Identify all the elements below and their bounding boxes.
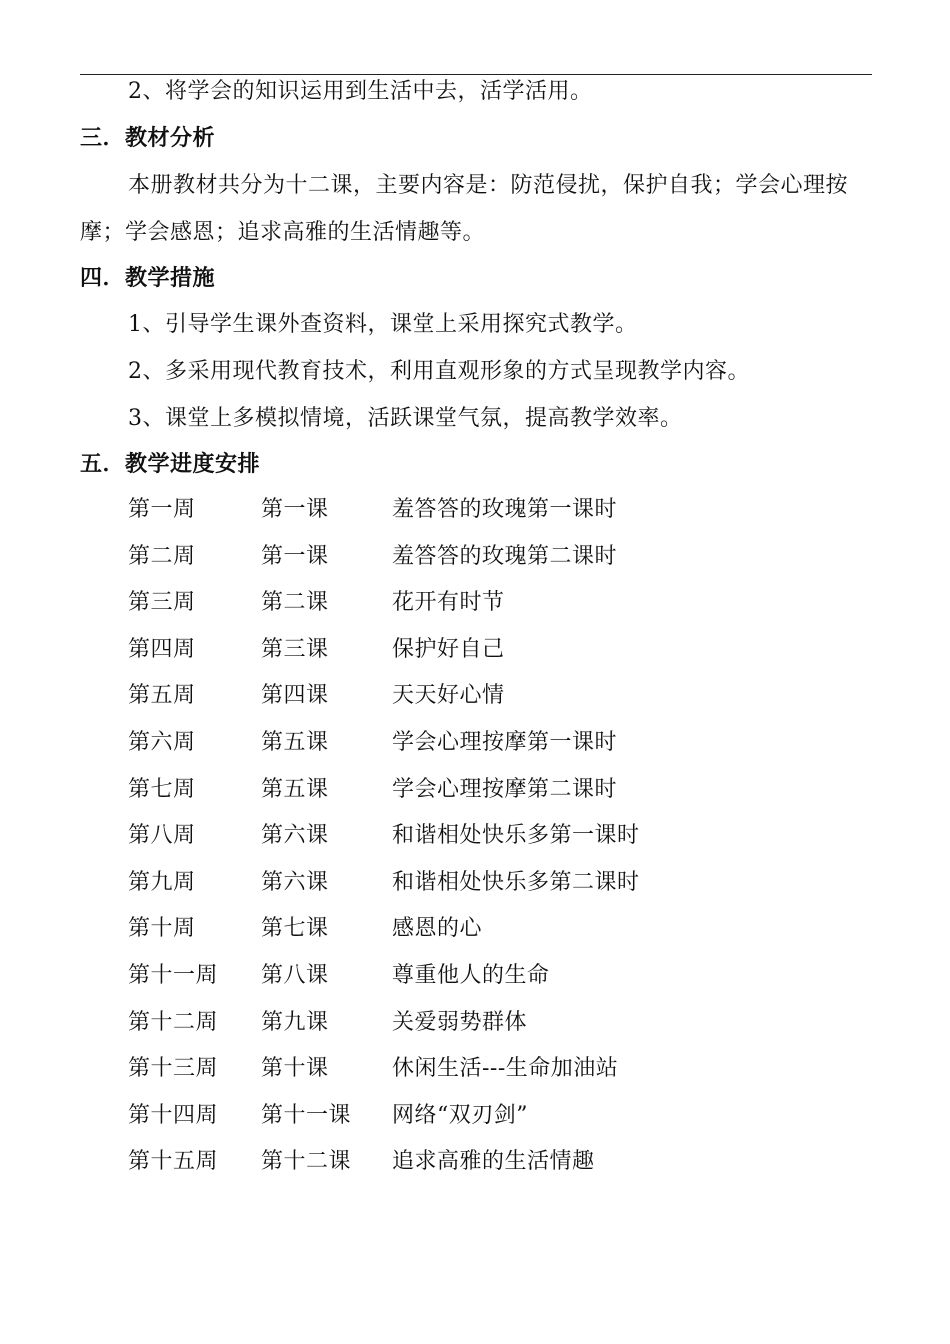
schedule-topic: 保护好自己 [392,636,505,662]
schedule-topic: 和谐相处快乐多第一课时 [392,823,640,849]
schedule-topic: 休闲生活---生命加油站 [392,1056,619,1082]
measure-item-1: 1、引导学生课外查资料，课堂上采用探究式教学。 [128,312,638,337]
schedule-week: 第十一周 [128,962,219,988]
schedule-week: 第五周 [128,683,196,709]
schedule-lesson: 第六课 [261,823,329,849]
schedule-lesson: 第十二课 [261,1149,352,1175]
schedule-lesson: 第十课 [261,1056,329,1082]
schedule-lesson: 第六课 [261,869,329,895]
schedule-lesson: 第二课 [261,590,329,616]
schedule-week: 第十四周 [128,1102,219,1128]
schedule-lesson: 第三课 [261,636,329,662]
schedule-lesson: 第八课 [261,962,329,988]
measure-item-3: 3、课堂上多模拟情境，活跃课堂气氛，提高教学效率。 [128,406,683,431]
schedule-week: 第十三周 [128,1056,219,1082]
schedule-lesson: 第十一课 [261,1102,352,1128]
header-rule [80,74,872,75]
schedule-topic: 关爱弱势群体 [392,1009,528,1035]
schedule-week: 第一周 [128,497,196,522]
schedule-topic: 花开有时节 [392,590,505,616]
schedule-lesson: 第九课 [261,1009,329,1035]
section-heading-measures: 四．教学措施 [80,266,216,291]
schedule-topic: 网络“双刃剑” [392,1102,528,1128]
schedule-topic: 学会心理按摩第二课时 [392,776,618,802]
schedule-topic: 感恩的心 [392,916,483,942]
schedule-lesson: 第五课 [261,776,329,802]
schedule-lesson: 第四课 [261,683,329,709]
schedule-week: 第六周 [128,729,196,755]
schedule-topic: 追求高雅的生活情趣 [392,1149,595,1175]
schedule-week: 第十五周 [128,1149,219,1175]
schedule-week: 第十周 [128,916,196,942]
goal-item-2: 2、将学会的知识运用到生活中去，活学活用。 [128,79,593,104]
schedule-lesson: 第五课 [261,729,329,755]
schedule-week: 第二周 [128,543,196,569]
schedule-topic: 羞答答的玫瑰第一课时 [392,497,618,522]
section-heading-schedule: 五．教学进度安排 [80,452,261,477]
schedule-week: 第十二周 [128,1009,219,1035]
schedule-week: 第八周 [128,823,196,849]
schedule-lesson: 第一课 [261,543,329,569]
schedule-lesson: 第七课 [261,916,329,942]
measure-item-2: 2、多采用现代教育技术，利用直观形象的方式呈现教学内容。 [128,359,750,384]
schedule-lesson: 第一课 [261,497,329,522]
schedule-week: 第四周 [128,636,196,662]
schedule-topic: 和谐相处快乐多第二课时 [392,869,640,895]
schedule-week: 第三周 [128,590,196,616]
materials-paragraph: 本册教材共分为十二课，主要内容是：防范侵扰，保护自我；学会心理按摩；学会感恩；追求高雅的生活情趣等。 [80,173,849,245]
schedule-week: 第七周 [128,776,196,802]
section-heading-materials: 三．教材分析 [80,126,216,151]
schedule-topic: 羞答答的玫瑰第二课时 [392,543,618,569]
schedule-topic: 尊重他人的生命 [392,962,550,988]
schedule-topic: 天天好心情 [392,683,505,709]
schedule-week: 第九周 [128,869,196,895]
schedule-topic: 学会心理按摩第一课时 [392,729,618,755]
